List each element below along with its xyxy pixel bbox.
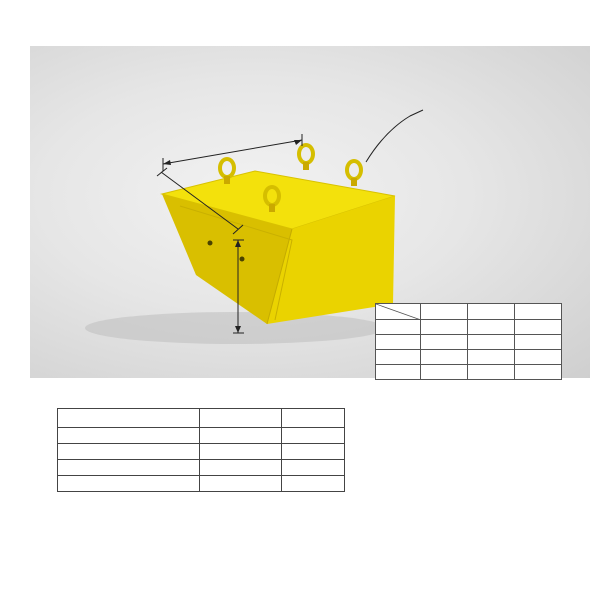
cell-dim — [58, 460, 200, 476]
table-row — [376, 365, 562, 380]
cell-pull-force — [200, 444, 282, 460]
header-dim — [58, 409, 200, 428]
bolt-hole — [208, 241, 213, 246]
table-row — [58, 444, 345, 460]
table-row — [376, 304, 562, 320]
cell-a — [421, 320, 468, 335]
cell-c — [515, 365, 562, 380]
cell-dim — [58, 476, 200, 492]
cell-b — [468, 320, 515, 335]
cell-a — [421, 335, 468, 350]
table-row — [376, 350, 562, 365]
row-no — [376, 320, 421, 335]
table-row — [376, 320, 562, 335]
cell-pull-force — [200, 428, 282, 444]
row-no — [376, 365, 421, 380]
cell-a — [421, 350, 468, 365]
cell-weight — [282, 428, 345, 444]
eye-bolt-shank — [303, 162, 309, 170]
cell-weight — [282, 444, 345, 460]
dimension-table — [375, 303, 562, 380]
cell-weight — [282, 460, 345, 476]
diagonal-divider — [376, 304, 421, 320]
cell-c — [515, 320, 562, 335]
table-row — [58, 409, 345, 428]
row-no — [376, 350, 421, 365]
eye-bolt-shank — [269, 204, 275, 212]
header-a — [421, 304, 468, 320]
table-row — [58, 476, 345, 492]
row-no — [376, 335, 421, 350]
cell-c — [515, 335, 562, 350]
header-b — [468, 304, 515, 320]
header-weight — [282, 409, 345, 428]
eye-bolt-shank — [351, 178, 357, 186]
cell-c — [515, 350, 562, 365]
cell-b — [468, 350, 515, 365]
cell-b — [468, 335, 515, 350]
magnet-shadow — [85, 312, 385, 344]
cell-dim — [58, 444, 200, 460]
cell-pull-force — [200, 476, 282, 492]
ring-callout-leader — [366, 110, 423, 162]
table-row — [58, 460, 345, 476]
cell-dim — [58, 428, 200, 444]
bolt-hole — [240, 257, 245, 262]
cell-a — [421, 365, 468, 380]
cell-pull-force — [200, 460, 282, 476]
models-table — [57, 408, 345, 492]
dim-no-header — [376, 304, 421, 320]
cell-b — [468, 365, 515, 380]
eye-bolt-shank — [224, 176, 230, 184]
header-c — [515, 304, 562, 320]
table-row — [376, 335, 562, 350]
cell-weight — [282, 476, 345, 492]
table-row — [58, 428, 345, 444]
header-pull-force — [200, 409, 282, 428]
